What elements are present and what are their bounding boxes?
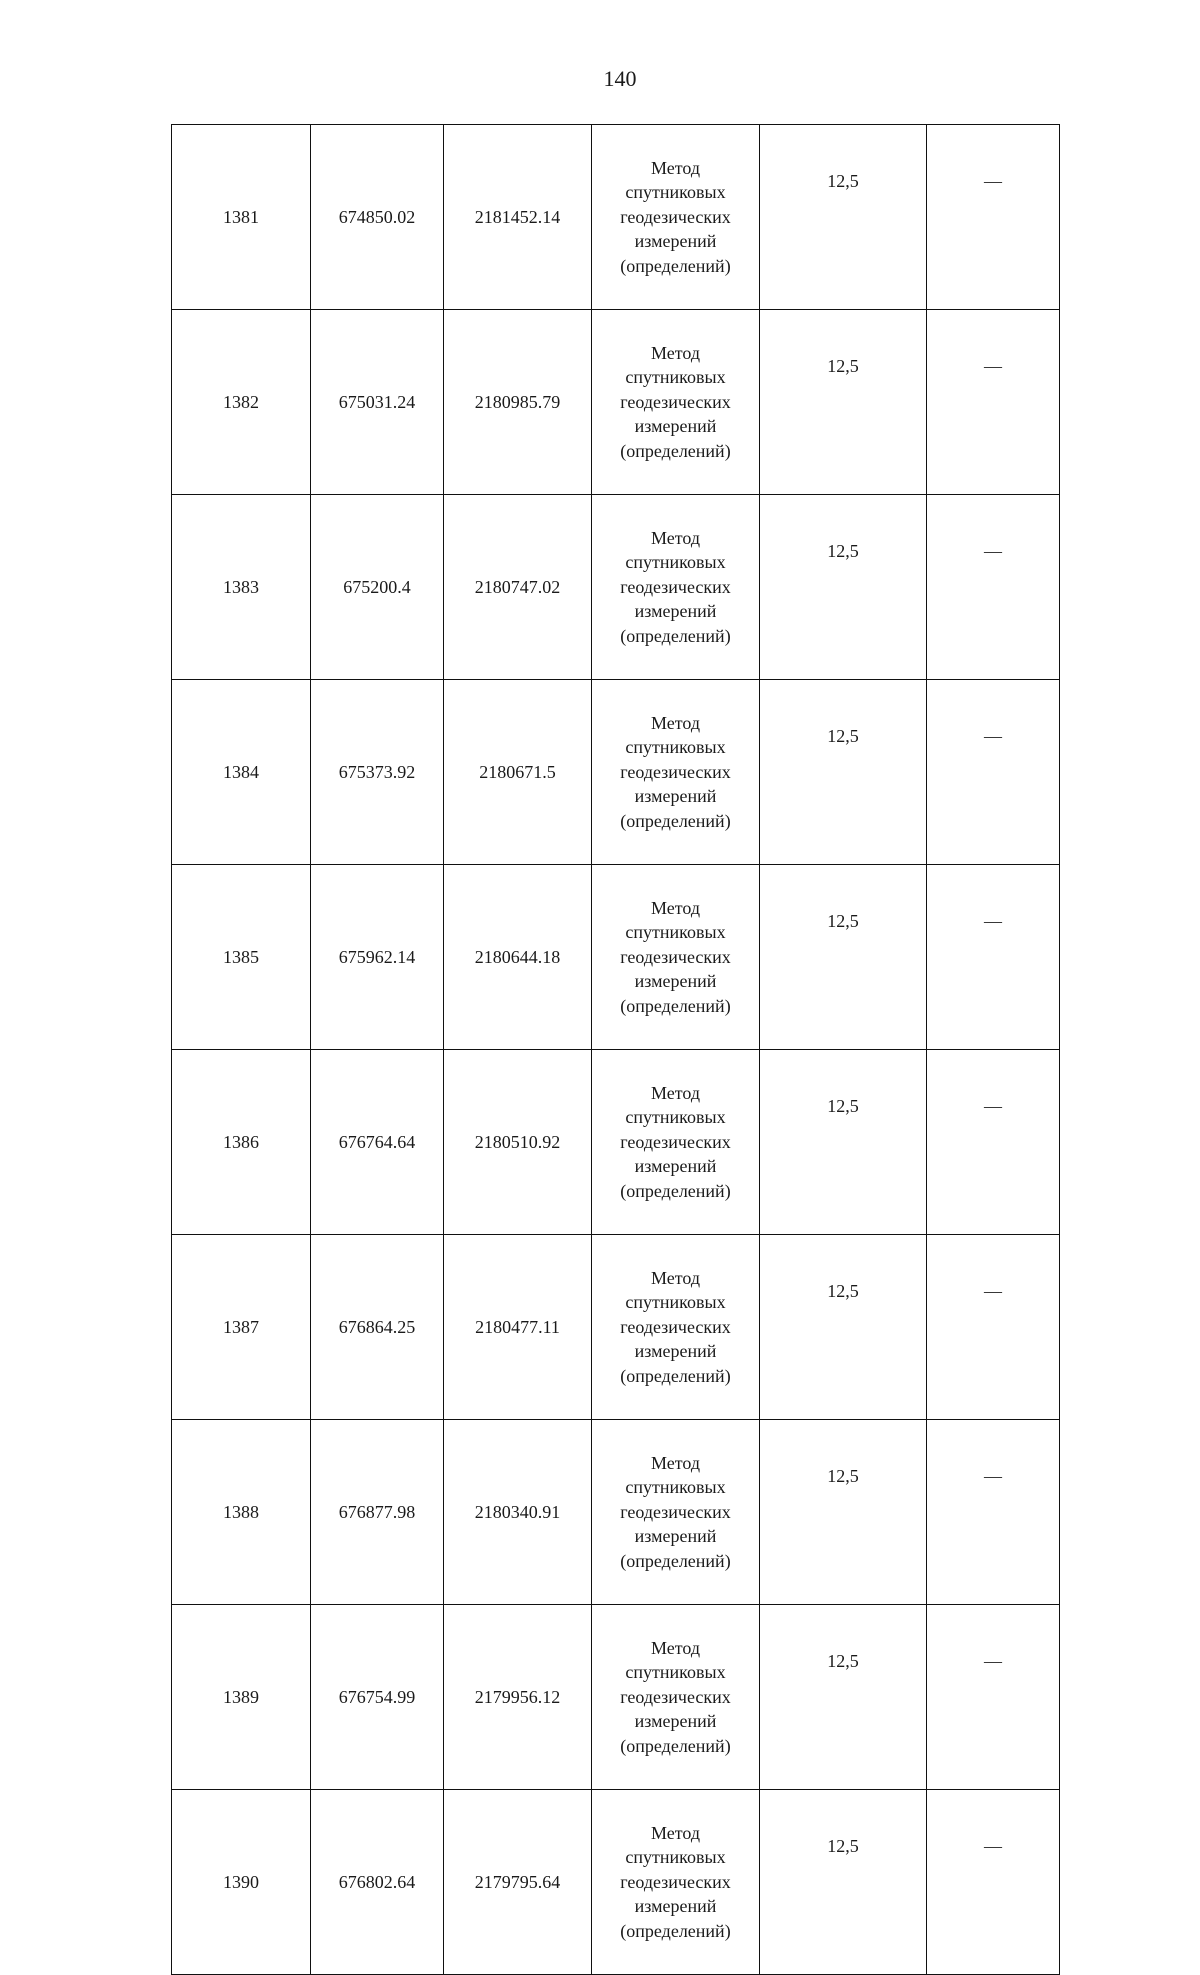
description-cell — [927, 1050, 1060, 1235]
method-line: спутниковых — [625, 1292, 726, 1313]
point-number-cell: 1383 — [172, 495, 311, 680]
accuracy-cell: 12,5 — [760, 310, 927, 495]
method-line: (определений) — [620, 255, 731, 276]
coordinates-table — [171, 124, 1060, 1975]
x-coordinate-cell: 676754.99 — [311, 1605, 444, 1790]
method-cell — [592, 1605, 760, 1790]
table-body — [172, 125, 1060, 1975]
method-cell — [592, 125, 760, 310]
accuracy-cell: 12,5 — [760, 1605, 927, 1790]
accuracy-cell: 12,5 — [760, 680, 927, 865]
method-line: (определений) — [620, 440, 731, 461]
table-row — [172, 1605, 1060, 1790]
y-coordinate-cell: 2180477.11 — [444, 1235, 592, 1420]
point-number-cell: 1389 — [172, 1605, 311, 1790]
method-line: геодезических — [620, 1501, 731, 1522]
method-line: спутниковых — [625, 552, 726, 573]
method-line: Метод — [650, 1267, 701, 1288]
method-line: Метод — [650, 1082, 701, 1103]
method-line: (определений) — [620, 995, 731, 1016]
method-line: (определений) — [620, 1920, 731, 1941]
method-line: геодезических — [620, 761, 731, 782]
description-cell — [927, 495, 1060, 680]
method-line: спутниковых — [625, 182, 726, 203]
method-line: Метод — [650, 1822, 701, 1843]
method-cell — [592, 680, 760, 865]
method-cell — [592, 310, 760, 495]
method-line: спутниковых — [625, 367, 726, 388]
description-value: — — [984, 1096, 1002, 1116]
method-line: Метод — [650, 342, 701, 363]
method-line: измерений — [634, 971, 717, 992]
table-row — [172, 680, 1060, 865]
method-line: Метод — [650, 1452, 701, 1473]
description-cell — [927, 310, 1060, 495]
description-value: — — [984, 911, 1002, 931]
method-line: Метод — [650, 527, 701, 548]
method-line: измерений — [634, 1156, 717, 1177]
x-coordinate-cell: 676802.64 — [311, 1790, 444, 1975]
description-value: — — [984, 541, 1002, 561]
description-value: — — [984, 726, 1002, 746]
table-row — [172, 1790, 1060, 1975]
method-cell — [592, 1235, 760, 1420]
y-coordinate-cell: 2180747.02 — [444, 495, 592, 680]
method-line: геодезических — [620, 206, 731, 227]
description-cell — [927, 1235, 1060, 1420]
y-coordinate-cell: 2180671.5 — [444, 680, 592, 865]
method-line: измерений — [634, 1341, 717, 1362]
method-line: измерений — [634, 786, 717, 807]
accuracy-cell: 12,5 — [760, 1235, 927, 1420]
method-line: спутниковых — [625, 737, 726, 758]
description-value: — — [984, 1466, 1002, 1486]
method-line: Метод — [650, 712, 701, 733]
description-value: — — [984, 1836, 1002, 1856]
method-line: геодезических — [620, 391, 731, 412]
method-line: (определений) — [620, 810, 731, 831]
description-cell — [927, 1420, 1060, 1605]
method-line: спутниковых — [625, 1107, 726, 1128]
x-coordinate-cell: 675373.92 — [311, 680, 444, 865]
accuracy-cell: 12,5 — [760, 1790, 927, 1975]
method-line: (определений) — [620, 625, 731, 646]
method-line: измерений — [634, 1711, 717, 1732]
method-cell — [592, 495, 760, 680]
table-row — [172, 1050, 1060, 1235]
accuracy-cell: 12,5 — [760, 865, 927, 1050]
method-cell — [592, 1420, 760, 1605]
description-cell — [927, 865, 1060, 1050]
table-row — [172, 495, 1060, 680]
point-number-cell: 1386 — [172, 1050, 311, 1235]
method-line: измерений — [634, 1896, 717, 1917]
x-coordinate-cell: 675962.14 — [311, 865, 444, 1050]
description-cell — [927, 125, 1060, 310]
method-line: измерений — [634, 1526, 717, 1547]
y-coordinate-cell: 2180985.79 — [444, 310, 592, 495]
description-cell — [927, 1605, 1060, 1790]
method-line: (определений) — [620, 1735, 731, 1756]
x-coordinate-cell: 676877.98 — [311, 1420, 444, 1605]
description-value: — — [984, 171, 1002, 191]
method-line: спутниковых — [625, 1477, 726, 1498]
method-line: спутниковых — [625, 1662, 726, 1683]
method-line: (определений) — [620, 1365, 731, 1386]
method-line: измерений — [634, 416, 717, 437]
table-row — [172, 1235, 1060, 1420]
method-line: спутниковых — [625, 1847, 726, 1868]
y-coordinate-cell: 2181452.14 — [444, 125, 592, 310]
point-number-cell: 1387 — [172, 1235, 311, 1420]
point-number-cell: 1388 — [172, 1420, 311, 1605]
point-number-cell: 1390 — [172, 1790, 311, 1975]
method-line: геодезических — [620, 1871, 731, 1892]
x-coordinate-cell: 675200.4 — [311, 495, 444, 680]
x-coordinate-cell: 674850.02 — [311, 125, 444, 310]
accuracy-cell: 12,5 — [760, 495, 927, 680]
method-line: (определений) — [620, 1180, 731, 1201]
description-value: — — [984, 1281, 1002, 1301]
method-line: Метод — [650, 157, 701, 178]
method-cell — [592, 1790, 760, 1975]
point-number-cell: 1385 — [172, 865, 311, 1050]
method-line: Метод — [650, 1637, 701, 1658]
method-line: геодезических — [620, 1316, 731, 1337]
table-row — [172, 1420, 1060, 1605]
method-line: геодезических — [620, 1686, 731, 1707]
y-coordinate-cell: 2179956.12 — [444, 1605, 592, 1790]
description-value: — — [984, 1651, 1002, 1671]
method-line: измерений — [634, 231, 717, 252]
x-coordinate-cell: 676764.64 — [311, 1050, 444, 1235]
point-number-cell: 1384 — [172, 680, 311, 865]
page-number: 140 — [603, 66, 637, 91]
x-coordinate-cell: 676864.25 — [311, 1235, 444, 1420]
method-line: геодезических — [620, 946, 731, 967]
method-line: геодезических — [620, 576, 731, 597]
x-coordinate-cell: 675031.24 — [311, 310, 444, 495]
method-line: (определений) — [620, 1550, 731, 1571]
table-row — [172, 865, 1060, 1050]
y-coordinate-cell: 2180644.18 — [444, 865, 592, 1050]
accuracy-cell: 12,5 — [760, 1050, 927, 1235]
method-line: спутниковых — [625, 922, 726, 943]
accuracy-cell: 12,5 — [760, 125, 927, 310]
description-cell — [927, 680, 1060, 865]
description-value: — — [984, 356, 1002, 376]
y-coordinate-cell: 2179795.64 — [444, 1790, 592, 1975]
point-number-cell: 1382 — [172, 310, 311, 495]
point-number-cell: 1381 — [172, 125, 311, 310]
method-cell — [592, 1050, 760, 1235]
method-line: Метод — [650, 897, 701, 918]
table-row — [172, 310, 1060, 495]
method-line: измерений — [634, 601, 717, 622]
description-cell — [927, 1790, 1060, 1975]
y-coordinate-cell: 2180340.91 — [444, 1420, 592, 1605]
y-coordinate-cell: 2180510.92 — [444, 1050, 592, 1235]
method-line: геодезических — [620, 1131, 731, 1152]
method-cell — [592, 865, 760, 1050]
accuracy-cell: 12,5 — [760, 1420, 927, 1605]
table-row — [172, 125, 1060, 310]
